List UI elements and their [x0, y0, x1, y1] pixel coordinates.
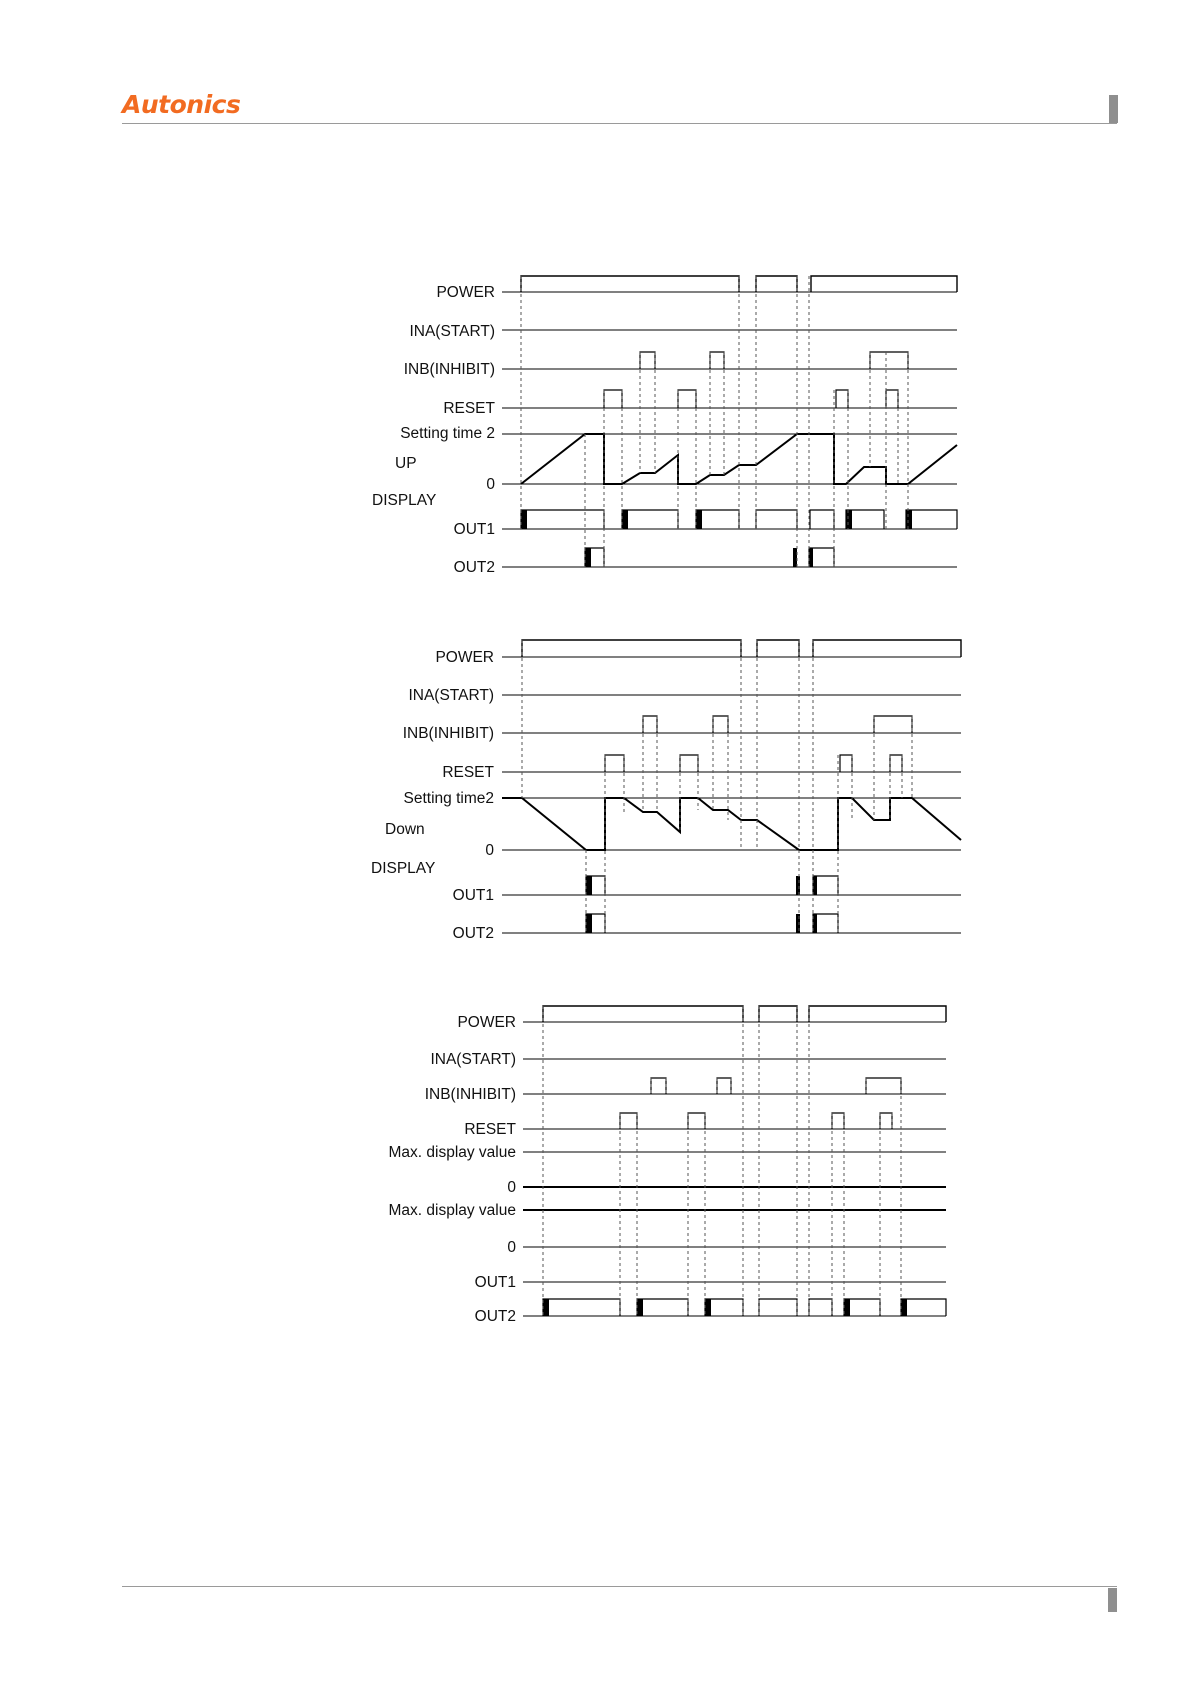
setting-label: Setting time2 [403, 790, 494, 807]
display-label: DISPLAY [372, 492, 437, 509]
out1-label: OUT1 [452, 887, 494, 904]
inb-pulse [640, 352, 908, 369]
setting-label: Setting time 2 [400, 425, 495, 442]
ina-label: INA(START) [430, 1051, 516, 1068]
reset-label: RESET [464, 1121, 516, 1138]
out2-pulse [586, 914, 838, 933]
reset-pulse [620, 1113, 892, 1129]
zero-label-2: 0 [507, 1239, 516, 1256]
autonics-logo: Autonics [122, 90, 241, 119]
power-label: POWER [436, 284, 495, 301]
out1-active-marks [521, 510, 912, 529]
zero-label-1: 0 [507, 1179, 516, 1196]
direction-label: UP [395, 455, 417, 472]
out2-label: OUT2 [474, 1308, 516, 1325]
out1-active-marks [586, 876, 817, 895]
timing-diagram-up [372, 276, 957, 576]
reset-label: RESET [442, 764, 494, 781]
out2-active-marks [585, 548, 813, 567]
inb-pulse [643, 716, 912, 733]
inb-label: INB(INHIBIT) [402, 725, 494, 742]
zero-label: 0 [485, 842, 494, 859]
out1-pulse [586, 876, 838, 895]
inb-label: INB(INHIBIT) [424, 1086, 516, 1103]
max-display-label-1: Max. display value [388, 1144, 516, 1161]
out2-active-marks [586, 914, 817, 933]
zero-label: 0 [486, 476, 495, 493]
ina-label: INA(START) [409, 323, 495, 340]
out1-label: OUT1 [453, 521, 495, 538]
dashed-guides [522, 640, 912, 933]
power-label: POWER [435, 649, 494, 666]
reset-pulse [604, 390, 898, 408]
out2-label: OUT2 [452, 925, 494, 942]
out2-pulse [543, 1299, 946, 1316]
dashed-guides [543, 1006, 901, 1316]
reset-label: RESET [443, 400, 495, 417]
timing-diagram-down [371, 640, 961, 942]
power-pulse [543, 1006, 946, 1022]
ina-label: INA(START) [408, 687, 494, 704]
inb-pulse [651, 1078, 901, 1094]
out2-active-marks [543, 1299, 907, 1316]
power-label: POWER [457, 1014, 516, 1031]
timing-diagram-max-display [388, 1006, 946, 1325]
reset-pulse [605, 755, 902, 772]
max-display-label-2: Max. display value [388, 1202, 516, 1219]
direction-label: Down [385, 821, 425, 838]
display-label: DISPLAY [371, 860, 436, 877]
inb-label: INB(INHIBIT) [403, 361, 495, 378]
display-waveform [502, 798, 961, 850]
out2-label: OUT2 [453, 559, 495, 576]
out1-label: OUT1 [474, 1274, 516, 1291]
